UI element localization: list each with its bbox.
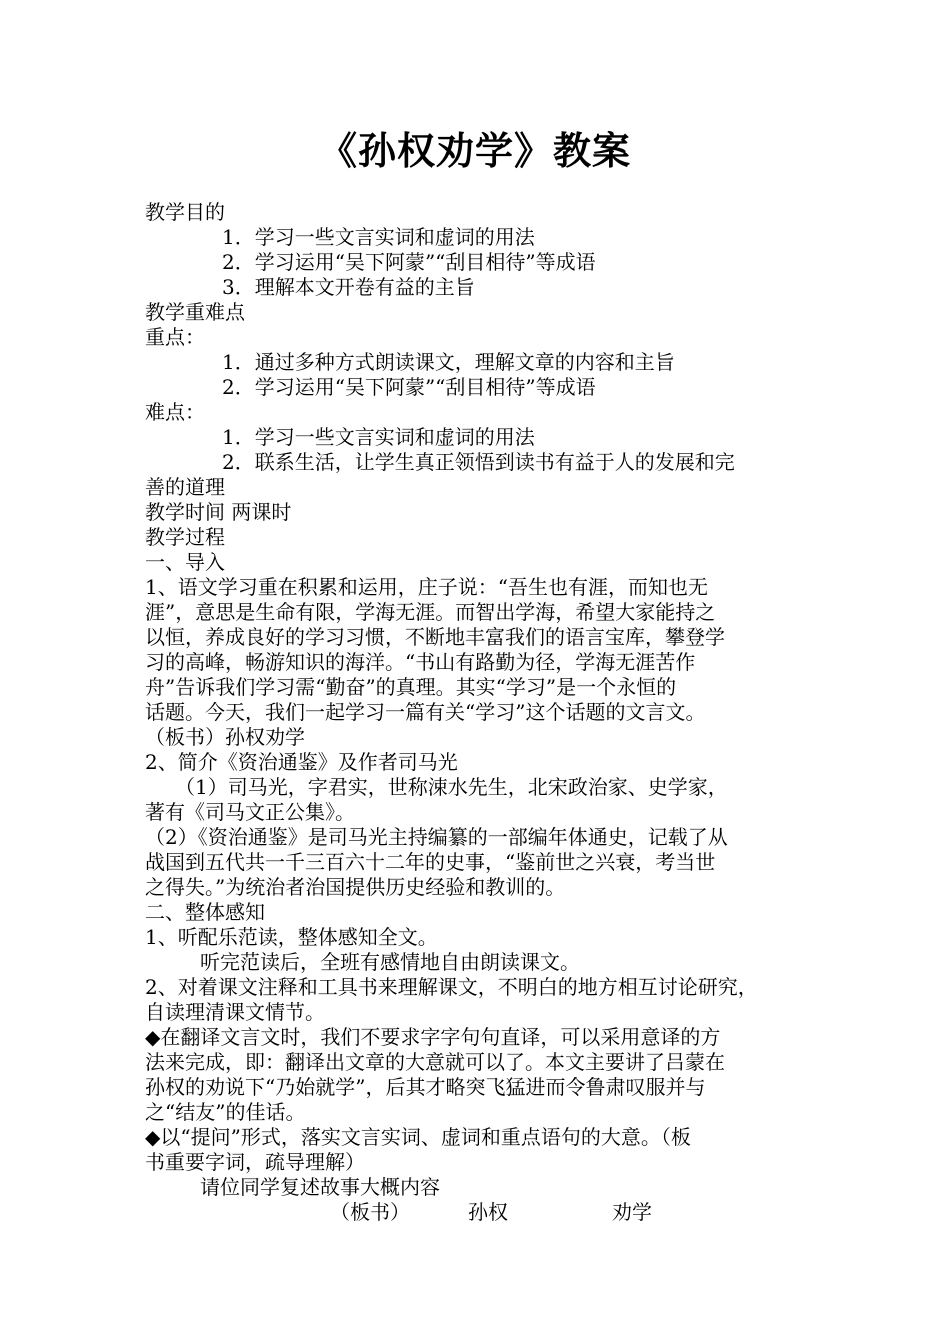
paragraph-line: 听完范读后，全班有感情地自由朗读课文。 [200,950,580,974]
difficulty-item-2: 2．联系生活，让学生真正领悟到读书有益于人的发展和完 [222,450,735,474]
paragraph-line: 之“结友”的佳话。 [145,1100,306,1124]
board-label: （板书） [330,1200,410,1224]
paragraph-line: 战国到五代共一千三百六十二年的史事，“鉴前世之兴衰，考当世 [145,850,716,874]
paragraph-line: 请位同学复述故事大概内容 [200,1175,440,1199]
document-title: 《孙权劝学》教案 [318,129,631,173]
difficulty-item-1: 1．学习一些文言实词和虚词的用法 [222,425,535,449]
paragraph-line: 著有《司马文正公集》。 [145,800,355,824]
heading-teaching-process: 教学过程 [145,525,225,549]
focus-item-2: 2．学习运用“吴下阿蒙”“刮目相待”等成语 [222,375,596,399]
paragraph-line: 1、语文学习重在积累和运用，庄子说：“吾生也有涯，而知也无 [145,575,708,599]
section-intro: 一、导入 [145,550,225,574]
paragraph-line: 习的高峰，畅游知识的海洋。“书山有路勤为径，学海无涯苦作 [145,650,696,674]
paragraph-line: ◆以“提问”形式，落实文言实词、虚词和重点语句的大意。（板 [145,1125,691,1149]
paragraph-line: 2、对着课文注释和工具书来理解课文，不明白的地方相互讨论研究， [145,975,758,999]
board-item-sunquan: 孙权 [468,1200,508,1224]
paragraph-line: 1、听配乐范读，整体感知全文。 [145,925,438,949]
paragraph-line: 涯”，意思是生命有限，学海无涯。而智出学海，希望大家能持之 [145,600,716,624]
paragraph-line: 话题。今天，我们一起学习一篇有关“学习”这个话题的文言文。 [145,700,706,724]
subsection-intro-book: 2、简介《资治通鉴》及作者司马光 [145,750,458,774]
goal-item-2: 2．学习运用“吴下阿蒙”“刮目相待”等成语 [222,250,596,274]
label-focus: 重点： [145,325,205,349]
paragraph-line: 以恒，养成良好的学习习惯，不断地丰富我们的语言宝库，攀登学 [145,625,725,649]
focus-item-1: 1．通过多种方式朗读课文，理解文章的内容和主旨 [222,350,675,374]
board-item-quanxue: 劝学 [612,1200,652,1224]
paragraph-line: 舟”告诉我们学习需“勤奋”的真理。其实“学习”是一个永恒的 [145,675,677,699]
difficulty-item-2-cont: 善的道理 [145,475,225,499]
paragraph-line: 之得失。”为统治者治国提供历史经验和教训的。 [145,875,566,899]
paragraph-line: 自读理清课文情节。 [145,1000,325,1024]
paragraph-line: 孙权的劝说下“乃始就学”，后其才略突飞猛进而令鲁肃叹服并与 [145,1075,706,1099]
goal-item-1: 1．学习一些文言实词和虚词的用法 [222,225,535,249]
paragraph-line: （1）司马光，字君实，世称涑水先生，北宋政治家、史学家， [175,775,728,799]
paragraph-line: ◆在翻译文言文时，我们不要求字字句句直译，可以采用意译的方 [145,1025,721,1049]
board-note: （板书）孙权劝学 [145,725,305,749]
label-difficulty: 难点： [145,400,205,424]
paragraph-line: （2）《资治通鉴》是司马光主持编纂的一部编年体通史，记载了从 [145,825,728,849]
goal-item-3: 3．理解本文开卷有益的主旨 [222,275,475,299]
heading-key-points: 教学重难点 [145,300,245,324]
heading-teaching-goals: 教学目的 [145,200,225,224]
section-overall: 二、整体感知 [145,900,265,924]
paragraph-line: 法来完成，即：翻译出文章的大意就可以了。本文主要讲了吕蒙在 [145,1050,725,1074]
paragraph-line: 书重要字词，疏导理解） [145,1150,365,1174]
teaching-time: 教学时间 两课时 [145,500,292,524]
